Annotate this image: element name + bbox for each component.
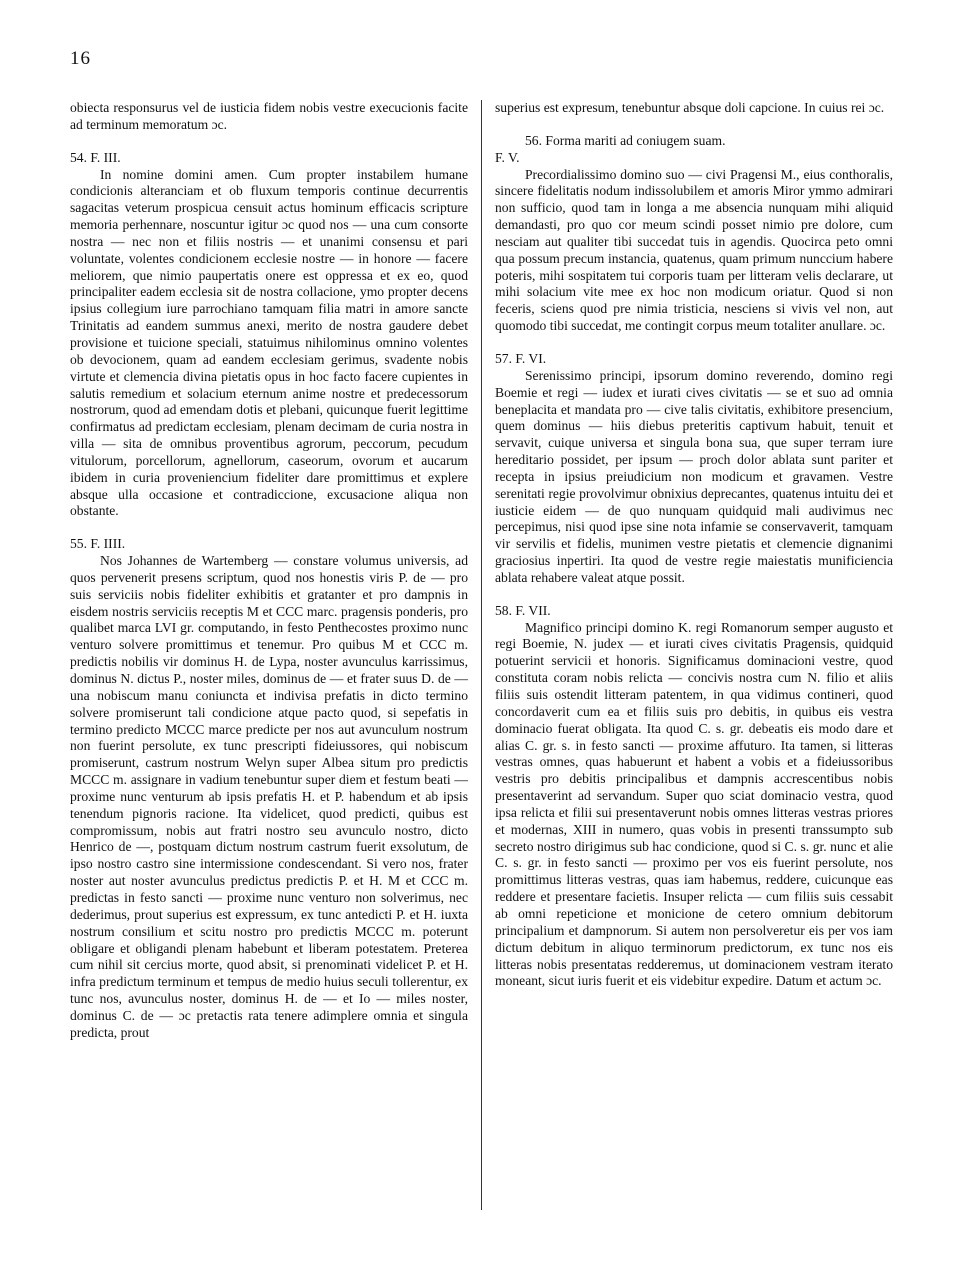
document-body: Nos Johannes de Wartemberg — constare volumus universis, ad quos pervenerit presens scriptum, quod nos honestis viris P. de — pro suis serviciis nobis fideliter exhibitis et gratanter et pro dampnis in eisdem nostris serviciis receptis M et CCC marc. pragensis ponderis, pro qualibet marca LVI gr. computando, in festo Penthecostes proximo nunc venturo solvere promittimus et tenemur. Pro quibus M et CCC m. predictis nobilis vir dominus H. de Lypa, noster avunculus karrissimus, dominus N. dictus P., noster miles, dominus de — et frater suus D. de — una nobiscum manu coniuncta et indivisa prefatis in dicto termino solvere promiserunt tali condicione atque pacto quod, si sepefatis in termino predicto MCCC marce predicte per nos aut avunculum nostrum non fuerint persolute, ex tunc prescripti fideiussores, qui nobiscum promiserunt, castrum nostrum Welyn super Albea situm pro predictis MCCC m. assignare in vadium tenebuntur super diem et festum beati — proxime nunc venturum ab ipsis prefatis H. et P. habendum et ab ipsis tenendum pignoris racione. Ita videlicet, quod predicti, quibus est compromissum, nobis aut fratri nostro seu avunculo nostro, dicto Henrico de —, postquam dictum nostrum castrum fuerit exsolutum, de ipso nostro castro sine intermissione condescendant. Si vero nos, frater noster aut noster avunculus predictus predictis P. et H. M et CCC m. predictas in festo sancti — proxime nunc venturo non solverimus, nec dederimus, prout superius est expressum, ex tunc antedicti P. et H. iuxta nostrum consilium et scitu nostro pro predictis MCCC m. poterunt obligare et obligandi plenam habebunt et liberam potestatem. Preterea cum nihil sit cercius morte, quod absit, si prenominati videlicet P. et H. infra predictum terminum et tempus de medio huius seculi tollerentur, ex tunc nos, avunculus noster, dominus H. de — et Io — miles noster, dominus C. de — ɔc pretactis rata tenere adimplere omnia et singula predicta, prout	[70, 553, 468, 1040]
document-heading: 57. F. VI.	[495, 350, 547, 366]
document-body: Magnifico principi domino K. regi Romanorum semper augusto et regi Boemie, N. judex — et iurati cives civitatis Pragensis, quidquid potuerint servicii et honoris. Significamus dominacioni vestre, quod constituta coram nobis relicta — concivis nostra cum N. filio et aliis filiis suis ostendit litteram patentem, in qua vidimus contineri, quod concordaverit cum ea et filiis suis pro debitis, in quibus eis vestra dominacio fuerat obligata. Ita quod C. s. gr. debeatis eis modo dare et alias C. gr. s. in festo sancti — proxime affuturo. Ita tamen, si litteras vestras omnes, quas habuerunt et habent a vobis et a fideiussoribus vestris pro debitis principalibus et dampnis accrescentibus nobis presentaverint ad servandum. Super quo sciat dominacio vestra, quod ipsa relicta et filii sui presentaverunt nobis omnes litteras vestras priores et modernas, XIII in numero, quas vobis in presenti transsumpto sub secreto nostro dirigimus sub hac condicione, quod si C. s. gr. nunc et alie C. s. gr. in festo sancti — proximo per vos eis fuerint persolute, nos promittimus litteras vestras, quas iam habemus, reddere, cuicunque eas reddere et presentare facietis. Insuper relicta — cum filiis suis cessabit ab omni repeticione et monicione de cetero omnium debitorum principalium et dampnorum. Si autem non persolveretur eis per vos iam dictum debitum in aliquo terminorum predictorum, ex tunc nos eis litteras nobis presentatas redderemus, ut dominacionem vestram iterato moneant, sicut iuris fuerit et eis videbitur expedire. Datum et actum ɔc.	[495, 619, 893, 989]
document-heading: 56. Forma mariti ad coniugem suam.	[525, 132, 726, 148]
document-heading: 58. F. VII.	[495, 602, 551, 618]
document-body: Precordialissimo domino suo — civi Pragensi M., eius conthoralis, sincere fidelitatis nodum indissolubilem et amoris Miror ymmo admirari non sufficio, quod tam in longa a me absencia nunquam mihi aliquid demandasti, pro quo cor meum scindi posset nimio pre dolore, cum nesciam aut qualiter tibi succedat tuis in agendis. Quocirca peto omni qua possum precum instancia, quatenus, quam primum nunccium habere poteris, mihi sospitatem tui corporis tuam per litteram velis declarare, ut mihi solacium vite mee ex hoc non modicum oriatur. Quod si non feceris, sciens quod pre nimia tristicia, nesciens si vivis vel non, aut quomodo tibi succedat, me contingit corpus meum totaliter anullare. ɔc.	[495, 166, 893, 334]
continuation-paragraph: obiecta responsurus vel de iusticia fidem nobis vestre execucionis facite ad terminum memoratum ɔc.	[70, 100, 468, 132]
document-body: In nomine domini amen. Cum propter instabilem humane condicionis alteranciam et ob fluxum temporis continue decurrentis sagacitas veterum prospicua censuit actus hominum efficacis scripture memoria perhennare, noscuntur igitur ɔc quod nos — una cum consorte nostra — nec non et filiis nostris — et unanimi consensu et pari voluntate, volentes condicionem ecclesie nostre — in honore — facere meliorem, que nimio paupertatis onere est oppressa et ex eo, quod principaliter eadem ecclesia sit de nostra collacione, ymo propter decens ipsius collegium iure parrochiano tamquam filia matri in amore sancte Trinitatis ad eandem summus anexi, merito de nostra gaudere debet provisione et tuicione speciali, statuimus nihilominus omnino volentes ob devocionem, quam ad eandem ecclesiam gerimus, svadente nobis virtute et clemencia divina pietatis opus in hoc facto facere cupientes in salutis remedium et solacium eternum anime nostre et predecessorum nostrorum, quod ad emendam dotis et plebani, quicunque fuerit legittime confirmatus ad predictam ecclesiam, plenam decimam de curia nostra in villa — sita de omnibus proventibus agrorum, peccorum, pecudum vitulorum, porcellorum, agnellorum, caseorum, ovorum et aucarum ibidem in curia proveniencium fideliter dare promittimus et explere absque ulla occasione et contradiccione, excusacione aliqua non obstante.	[70, 166, 468, 519]
document-56	[495, 133, 893, 335]
document-body: Serenissimo principi, ipsorum domino reverendo, domino regi Boemie et regi — iudex et iurati cives civitatis — se et suo ad omnia beneplacita et mandata pro — cive talis civitatis, exhibitore presencium, quem dominus — hiis diebus preteritis captivum habuit, tenuit et servavit, cuique universa et singula bona sua, que super terram iure hereditario possidet, per ipsum — proch dolor ablata sunt pariter et recepta in ipsius preiudicium non modicum et gravamen. Vestre serenitati regie provolvimur obnixius deprecantes, quatenus intuitu dei et iusticie eidem — de quo nunquam quidquid mali audivimus nec percepimus, nisi quod ipse sine nota infamie se conservaverit, tamquam vir servilis et fidelis, munimen vestre pietatis et clemencie dignanimi graciosius inpertiri. Ita quod de vestre regie maiestatis munificiencia ablata rehabere valeat atque possit.	[495, 367, 893, 585]
column-divider	[481, 100, 482, 1210]
right-column	[495, 100, 893, 990]
document-heading: 55. F. IIII.	[70, 536, 126, 552]
document-55	[70, 536, 468, 1041]
document-heading: 54. F. III.	[70, 149, 121, 165]
document-54	[70, 150, 468, 521]
document-58	[495, 603, 893, 990]
document-subheading: F. V.	[495, 149, 520, 165]
continuation-text	[495, 100, 893, 117]
left-column	[70, 100, 468, 1042]
page-number: 16	[70, 48, 91, 69]
document-57	[495, 351, 893, 587]
continuation-paragraph: superius est expresum, tenebuntur absque doli capcione. In cuius rei ɔc.	[495, 100, 885, 115]
continuation-text	[70, 100, 468, 134]
